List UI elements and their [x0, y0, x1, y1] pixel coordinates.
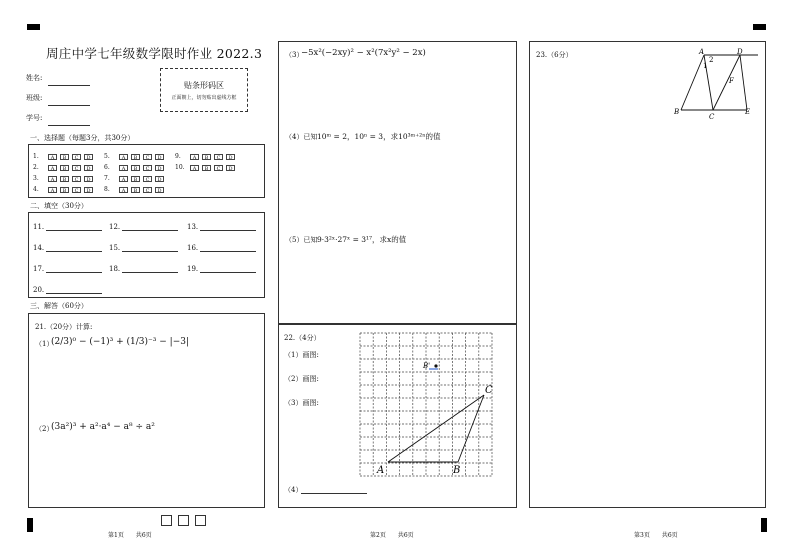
class-field[interactable]	[48, 96, 90, 106]
corner-mark-bottom-left	[27, 518, 33, 532]
segment-bc	[458, 395, 484, 462]
q21-1-expr: (2/3)⁰ − (−1)³ + (1/3)⁻³ − |−3|	[51, 337, 189, 347]
choice-bubble[interactable]: A	[119, 176, 128, 182]
section3-panel	[28, 313, 265, 508]
q22-item-4: （4）	[284, 486, 303, 494]
blank-16	[187, 242, 256, 252]
column2-bottom-panel	[278, 324, 517, 508]
choice-bubble[interactable]: D	[155, 154, 164, 160]
choice-bubble[interactable]: A	[190, 154, 199, 160]
segment-ac	[388, 395, 484, 462]
blank-answer-field[interactable]	[46, 263, 102, 273]
choice-bubble[interactable]: D	[84, 176, 93, 182]
fig-label-c: C	[709, 113, 715, 121]
choice-row-4	[33, 186, 94, 193]
blank-number: 17.	[33, 265, 45, 273]
section2-panel	[28, 212, 265, 298]
barcode-note: 正面朝上，切勿贴出虚线方框	[171, 95, 237, 101]
corner-mark-bottom-right	[761, 518, 767, 532]
answer-box-3[interactable]	[195, 515, 206, 526]
q22-item-1: （1）画图:	[284, 351, 319, 359]
choice-bubble[interactable]: D	[84, 187, 93, 193]
blank-13	[187, 221, 256, 231]
choice-bubble[interactable]: C	[72, 176, 81, 182]
column2-top-panel	[278, 41, 517, 324]
blank-number: 20.	[33, 286, 45, 294]
choice-bubble[interactable]: B	[131, 154, 140, 160]
blank-12	[109, 221, 178, 231]
page1-footer: 第1页 共6页	[108, 532, 152, 539]
fig-label-f: F	[729, 77, 734, 85]
choice-row-7	[104, 175, 165, 182]
fig-label-d: D	[737, 48, 743, 56]
choice-bubble[interactable]: A	[48, 176, 57, 182]
choice-bubble[interactable]: B	[60, 165, 69, 171]
q22-item-3: （3）画图:	[284, 399, 319, 407]
blank-answer-field[interactable]	[200, 221, 256, 231]
blank-number: 11.	[33, 223, 45, 231]
choice-number: 6.	[104, 164, 110, 171]
choice-bubble[interactable]: D	[155, 165, 164, 171]
choice-bubble[interactable]: C	[72, 187, 81, 193]
q22-answer-field[interactable]	[301, 484, 367, 494]
choice-bubble[interactable]: C	[143, 176, 152, 182]
choice-number: 7.	[104, 175, 110, 182]
blank-18	[109, 263, 178, 273]
choice-row-9	[175, 153, 236, 160]
choice-bubble[interactable]: A	[190, 165, 199, 171]
choice-row-10	[175, 164, 236, 171]
choice-bubble[interactable]: D	[155, 176, 164, 182]
choice-row-1	[33, 153, 94, 160]
q4-label: （4）已知	[285, 133, 318, 141]
blank-number: 16.	[187, 244, 199, 252]
q4-expr: 10ᵐ = 2，10ⁿ = 3，求10³ᵐ⁺²ⁿ的值	[317, 132, 441, 141]
choice-number: 2.	[33, 164, 39, 171]
choice-bubble[interactable]: B	[60, 176, 69, 182]
q3-expr: −5x²(−2xy)² − x²(7x²y² − 2x)	[301, 48, 426, 58]
id-field[interactable]	[48, 116, 90, 126]
q22-title: 22.（4分）	[284, 334, 321, 342]
blank-answer-field[interactable]	[46, 242, 102, 252]
blank-answer-field[interactable]	[46, 284, 102, 294]
choice-row-5	[104, 153, 165, 160]
answer-box-1[interactable]	[161, 515, 172, 526]
choice-row-2	[33, 164, 94, 171]
column3-panel	[529, 41, 766, 508]
choice-row-6	[104, 164, 165, 171]
blank-number: 13.	[187, 223, 199, 231]
choice-number: 9.	[175, 153, 181, 160]
choice-bubble[interactable]: A	[48, 165, 57, 171]
q5-label: （5）已知	[285, 236, 318, 244]
blank-17	[33, 263, 102, 273]
choice-bubble[interactable]: D	[226, 165, 235, 171]
choice-bubble[interactable]: B	[202, 154, 211, 160]
class-label: 班级:	[26, 94, 43, 102]
q21-2-expr: (3a²)³ + a²·a⁴ − a⁸ ÷ a²	[51, 422, 155, 432]
blank-number: 18.	[109, 265, 121, 273]
barcode-area	[160, 68, 248, 112]
choice-bubble[interactable]: B	[131, 165, 140, 171]
blank-answer-field[interactable]	[122, 221, 178, 231]
page-title: 周庄中学七年级数学限时作业 2022.3	[46, 46, 263, 61]
label-b1: B'	[423, 362, 431, 370]
q3-label: （3）	[285, 51, 304, 59]
barcode-title: 贴条形码区	[184, 81, 224, 90]
q21-2-label: （2）	[35, 425, 54, 433]
blank-number: 14.	[33, 244, 45, 252]
q21-title: 21.（20分）计算:	[35, 323, 93, 331]
choice-number: 10.	[175, 164, 185, 171]
label-a: A	[377, 465, 385, 476]
answer-box-2[interactable]	[178, 515, 189, 526]
choice-bubble[interactable]: C	[214, 154, 223, 160]
choice-bubble[interactable]: B	[131, 187, 140, 193]
line-df	[713, 55, 740, 110]
label-c: C	[485, 385, 493, 396]
choice-bubble[interactable]: A	[119, 187, 128, 193]
choice-bubble[interactable]: C	[72, 165, 81, 171]
choice-bubble[interactable]: C	[143, 154, 152, 160]
choice-number: 5.	[104, 153, 110, 160]
blank-19	[187, 263, 256, 273]
blank-20	[33, 284, 102, 294]
choice-number: 1.	[33, 153, 39, 160]
choice-row-8	[104, 186, 165, 193]
section3-title: 三、解答（60分）	[30, 302, 88, 310]
fig-label-a: A	[699, 48, 705, 56]
label-b: B	[453, 465, 461, 476]
q22-grid	[358, 331, 499, 479]
corner-mark-top-left	[27, 24, 40, 30]
q23-figure	[674, 46, 764, 122]
corner-mark-top-right	[753, 24, 766, 30]
q22-item-2: （2）画图:	[284, 375, 319, 383]
choice-bubble[interactable]: C	[143, 165, 152, 171]
choice-row-3	[33, 175, 94, 182]
blank-answer-field[interactable]	[46, 221, 102, 231]
blank-answer-field[interactable]	[122, 263, 178, 273]
id-label: 学号:	[26, 114, 43, 122]
choice-bubble[interactable]: C	[72, 154, 81, 160]
blank-number: 19.	[187, 265, 199, 273]
choice-number: 3.	[33, 175, 39, 182]
line-de	[740, 55, 747, 110]
choice-bubble[interactable]: B	[60, 154, 69, 160]
q5-expr: 9·3²ˣ·27ˣ = 3¹⁷，求x的值	[317, 235, 407, 244]
blank-14	[33, 242, 102, 252]
choice-number: 8.	[104, 186, 110, 193]
choice-bubble[interactable]: A	[119, 154, 128, 160]
choice-bubble[interactable]: D	[226, 154, 235, 160]
blank-11	[33, 221, 102, 231]
fig-label-b: B	[674, 108, 680, 116]
choice-bubble[interactable]: D	[155, 187, 164, 193]
q21-1-label: （1）	[35, 340, 54, 348]
blank-number: 15.	[109, 244, 121, 252]
choice-bubble[interactable]: A	[48, 154, 57, 160]
point-b1	[434, 364, 437, 367]
section2-title: 二、填空（30分）	[30, 202, 88, 210]
choice-bubble[interactable]: D	[84, 165, 93, 171]
choice-bubble[interactable]: B	[202, 165, 211, 171]
name-label: 姓名:	[26, 74, 43, 82]
page3-footer: 第3页 共6页	[634, 532, 678, 539]
choice-bubble[interactable]: C	[143, 187, 152, 193]
section1-panel	[28, 144, 265, 198]
choice-bubble[interactable]: A	[48, 187, 57, 193]
fig-label-2: 2	[709, 56, 714, 64]
choice-bubble[interactable]: D	[84, 154, 93, 160]
blank-answer-field[interactable]	[200, 263, 256, 273]
choice-bubble[interactable]: B	[131, 176, 140, 182]
line-ab	[681, 55, 704, 110]
choice-bubble[interactable]: A	[119, 165, 128, 171]
blank-answer-field[interactable]	[200, 242, 256, 252]
blank-number: 12.	[109, 223, 121, 231]
choice-number: 4.	[33, 186, 39, 193]
choice-bubble[interactable]: C	[214, 165, 223, 171]
fig-label-e: E	[745, 108, 751, 116]
page2-footer: 第2页 共6页	[370, 532, 414, 539]
fig-label-1: 1	[703, 62, 708, 70]
q23-title: 23.（6分）	[536, 51, 573, 59]
choice-bubble[interactable]: B	[60, 187, 69, 193]
blank-15	[109, 242, 178, 252]
name-field[interactable]	[48, 76, 90, 86]
blank-answer-field[interactable]	[122, 242, 178, 252]
section1-title: 一、选择题（每题3分，共30分）	[30, 134, 135, 142]
